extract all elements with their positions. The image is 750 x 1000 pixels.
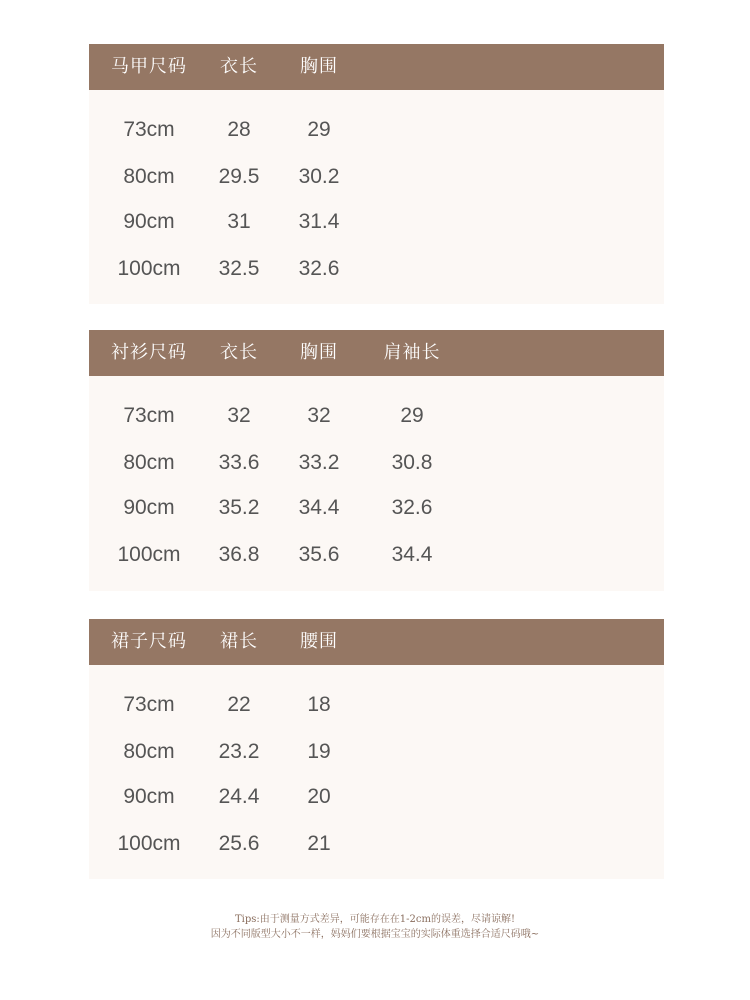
table-header xyxy=(89,619,664,665)
cell-size: 90cm xyxy=(123,496,175,519)
table-row xyxy=(89,162,664,192)
cell-size: 90cm xyxy=(123,210,175,233)
cell-length: 32 xyxy=(227,404,251,427)
cell-size: 73cm xyxy=(123,118,175,141)
cell-sleeve: 30.8 xyxy=(391,451,433,474)
cell-waist: 18 xyxy=(307,693,331,716)
cell-size: 100cm xyxy=(117,543,181,566)
cell-size: 100cm xyxy=(117,832,181,855)
cell-length: 32.5 xyxy=(218,257,260,280)
tips-size-advice: 因为不同版型大小不一样，妈妈们要根据宝宝的实际体重选择合适尺码哦~ xyxy=(210,929,540,940)
cell-sleeve: 34.4 xyxy=(391,543,433,566)
cell-chest: 33.2 xyxy=(298,451,340,474)
cell-sleeve: 29 xyxy=(400,404,424,427)
cell-length: 33.6 xyxy=(218,451,260,474)
tips-measurement-note: Tips:由于测量方式差异，可能存在在1-2cm的误差，尽请谅解! xyxy=(235,914,515,925)
cell-length: 29.5 xyxy=(218,165,260,188)
cell-size: 80cm xyxy=(123,165,175,188)
table-row xyxy=(89,540,664,570)
cell-length: 28 xyxy=(227,118,251,141)
cell-waist: 21 xyxy=(307,832,331,855)
cell-waist: 19 xyxy=(307,740,331,763)
cell-chest: 32.6 xyxy=(298,257,340,280)
cell-size: 90cm xyxy=(123,785,175,808)
shirt-size-table xyxy=(89,330,664,591)
table-row xyxy=(89,207,664,237)
table-row xyxy=(89,782,664,812)
table-row xyxy=(89,254,664,284)
header-length: 衣长 xyxy=(220,56,258,77)
header-waist: 腰围 xyxy=(300,631,338,652)
cell-size: 80cm xyxy=(123,451,175,474)
cell-chest: 35.6 xyxy=(298,543,340,566)
header-size: 裙子尺码 xyxy=(111,631,187,652)
table-header xyxy=(89,44,664,90)
header-chest: 胸围 xyxy=(300,56,338,77)
cell-chest: 30.2 xyxy=(298,165,340,188)
header-sleeve: 肩袖长 xyxy=(383,342,441,363)
cell-length: 22 xyxy=(227,693,251,716)
cell-length: 23.2 xyxy=(218,740,260,763)
table-row xyxy=(89,690,664,720)
header-length: 裙长 xyxy=(220,631,258,652)
table-row xyxy=(89,115,664,145)
skirt-size-table xyxy=(89,619,664,879)
cell-chest: 34.4 xyxy=(298,496,340,519)
table-body xyxy=(89,90,664,304)
vest-size-table xyxy=(89,44,664,304)
header-chest: 胸围 xyxy=(300,342,338,363)
cell-length: 36.8 xyxy=(218,543,260,566)
cell-size: 73cm xyxy=(123,693,175,716)
table-row xyxy=(89,401,664,431)
header-size: 衬衫尺码 xyxy=(111,342,187,363)
cell-chest: 29 xyxy=(307,118,331,141)
cell-length: 35.2 xyxy=(218,496,260,519)
table-header xyxy=(89,330,664,376)
cell-chest: 32 xyxy=(307,404,331,427)
table-body xyxy=(89,376,664,590)
header-length: 衣长 xyxy=(220,342,258,363)
cell-size: 100cm xyxy=(117,257,181,280)
table-row xyxy=(89,448,664,478)
table-body xyxy=(89,665,664,879)
table-row xyxy=(89,829,664,859)
cell-length: 31 xyxy=(227,210,251,233)
cell-size: 80cm xyxy=(123,740,175,763)
cell-length: 25.6 xyxy=(218,832,260,855)
cell-sleeve: 32.6 xyxy=(391,496,433,519)
cell-waist: 20 xyxy=(307,785,331,808)
cell-size: 73cm xyxy=(123,404,175,427)
cell-length: 24.4 xyxy=(218,785,260,808)
table-row xyxy=(89,493,664,523)
table-row xyxy=(89,737,664,767)
cell-chest: 31.4 xyxy=(298,210,340,233)
header-size: 马甲尺码 xyxy=(111,56,187,77)
